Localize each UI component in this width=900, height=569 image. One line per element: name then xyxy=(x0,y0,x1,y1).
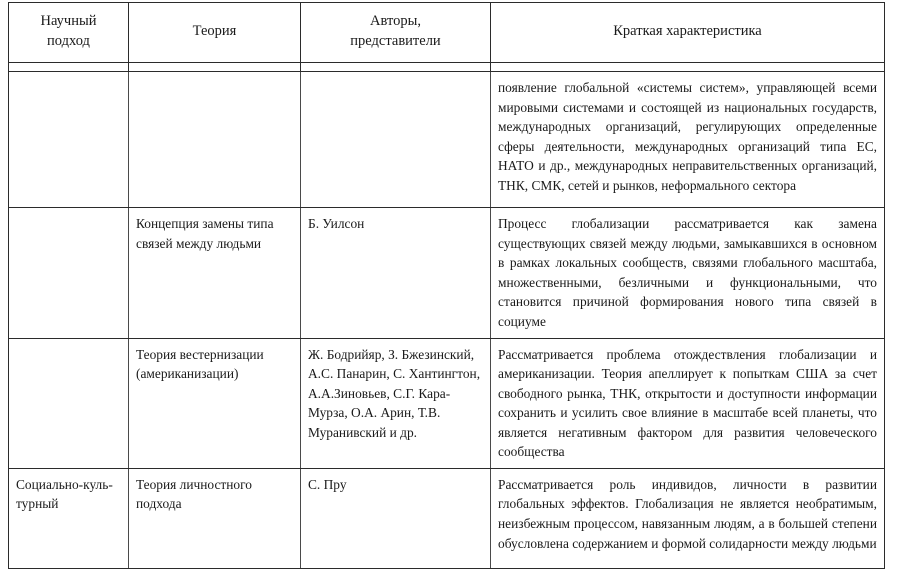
header-rule-cell-3 xyxy=(301,63,491,72)
table-row xyxy=(9,72,885,208)
cell-authors xyxy=(301,468,491,568)
cell-authors-text: Ж. Бодрийяр, З. Бжезинский, А.С. Панарин, С. Хантингтон, А.А.Зиновьев, С.Г. Кара-Мурза, О.А. Арин, Т.В. Муранивский и др. xyxy=(308,346,481,440)
cell-description xyxy=(491,468,885,568)
cell-theory-text: Теория личностного подхода xyxy=(136,476,252,512)
table-header xyxy=(9,3,885,72)
cell-description xyxy=(491,72,885,208)
header-rule-cell-2 xyxy=(129,63,301,72)
cell-authors xyxy=(301,72,491,208)
column-header-authors-line-1: Авторы, xyxy=(370,13,421,29)
column-header-approach xyxy=(9,3,129,63)
column-header-authors xyxy=(301,3,491,63)
cell-theory xyxy=(129,72,301,208)
header-row xyxy=(9,3,885,63)
cell-description-text: Рассматривается проблема отождествления глобализации и американизации. Теория апеллирует к попыткам США за счет свободного рынка, ТНК, открытости и доступности информации сохранить и усилить свое влияние в масштабе всей планеты, что является негативным фактором для развития человеческого сообщества xyxy=(498,346,877,460)
cell-description xyxy=(491,338,885,468)
cell-description-text: Рассматривается роль индивидов, личности в развитии глобальных эффектов. Глобализация не является необратимым, неизбежным процессом, навязанным людям, а в большей степени обусловлена содержанием и формой солидарности между людьми xyxy=(498,476,877,551)
cell-approach xyxy=(9,72,129,208)
cell-theory xyxy=(129,338,301,468)
cell-authors xyxy=(301,208,491,338)
table-row xyxy=(9,338,885,468)
cell-theory-text: Теория вестернизации (американизации) xyxy=(136,346,264,382)
cell-authors xyxy=(301,338,491,468)
cell-authors-text: Б. Уилсон xyxy=(308,216,365,232)
column-header-authors-line-2: представители xyxy=(350,32,441,49)
table-row xyxy=(9,208,885,338)
table-body xyxy=(9,72,885,569)
column-header-theory-line-1: Теория xyxy=(192,22,237,39)
cell-theory xyxy=(129,468,301,568)
header-rule-cell-1 xyxy=(9,63,129,72)
cell-description-text: Процесс глобализации рассматривается как замена существующих связей между людьми, замыкавшихся в основном в рамках локальных сообществ, связями глобального масштаба, множественными, безличными и функциональными, что становится причиной формирования нового типа связей в социуме xyxy=(498,216,877,329)
cell-description xyxy=(491,208,885,338)
globalization-theories-table xyxy=(8,2,885,569)
cell-approach xyxy=(9,208,129,338)
cell-approach-text: Социально-куль-турный xyxy=(16,476,113,512)
header-rule-cell-4 xyxy=(491,63,885,72)
cell-authors-text: С. Пру xyxy=(308,476,347,492)
table-row xyxy=(9,468,885,568)
column-header-approach-line-1: Научный xyxy=(40,13,97,29)
column-header-approach-line-2: подход xyxy=(47,32,90,49)
column-header-description-line-1: Краткая характеристика xyxy=(613,22,762,39)
cell-description-text: появление глобальной «системы систем», управляющей всеми мировыми системами и состоящей из национальных государств, международных организаций, регулирующих определенные сферы деятельности, международных организаций типа ЕС, НАТО и др., международных неправительственных организаций, ТНК, СМК, сетей и рынков, неформального сектора xyxy=(498,80,877,193)
cell-approach xyxy=(9,468,129,568)
header-double-rule xyxy=(9,63,885,72)
cell-theory-text: Концепция замены типа связей между людьми xyxy=(136,216,274,251)
cell-theory xyxy=(129,208,301,338)
column-header-description xyxy=(491,3,885,63)
cell-approach xyxy=(9,338,129,468)
column-header-theory xyxy=(129,3,301,63)
